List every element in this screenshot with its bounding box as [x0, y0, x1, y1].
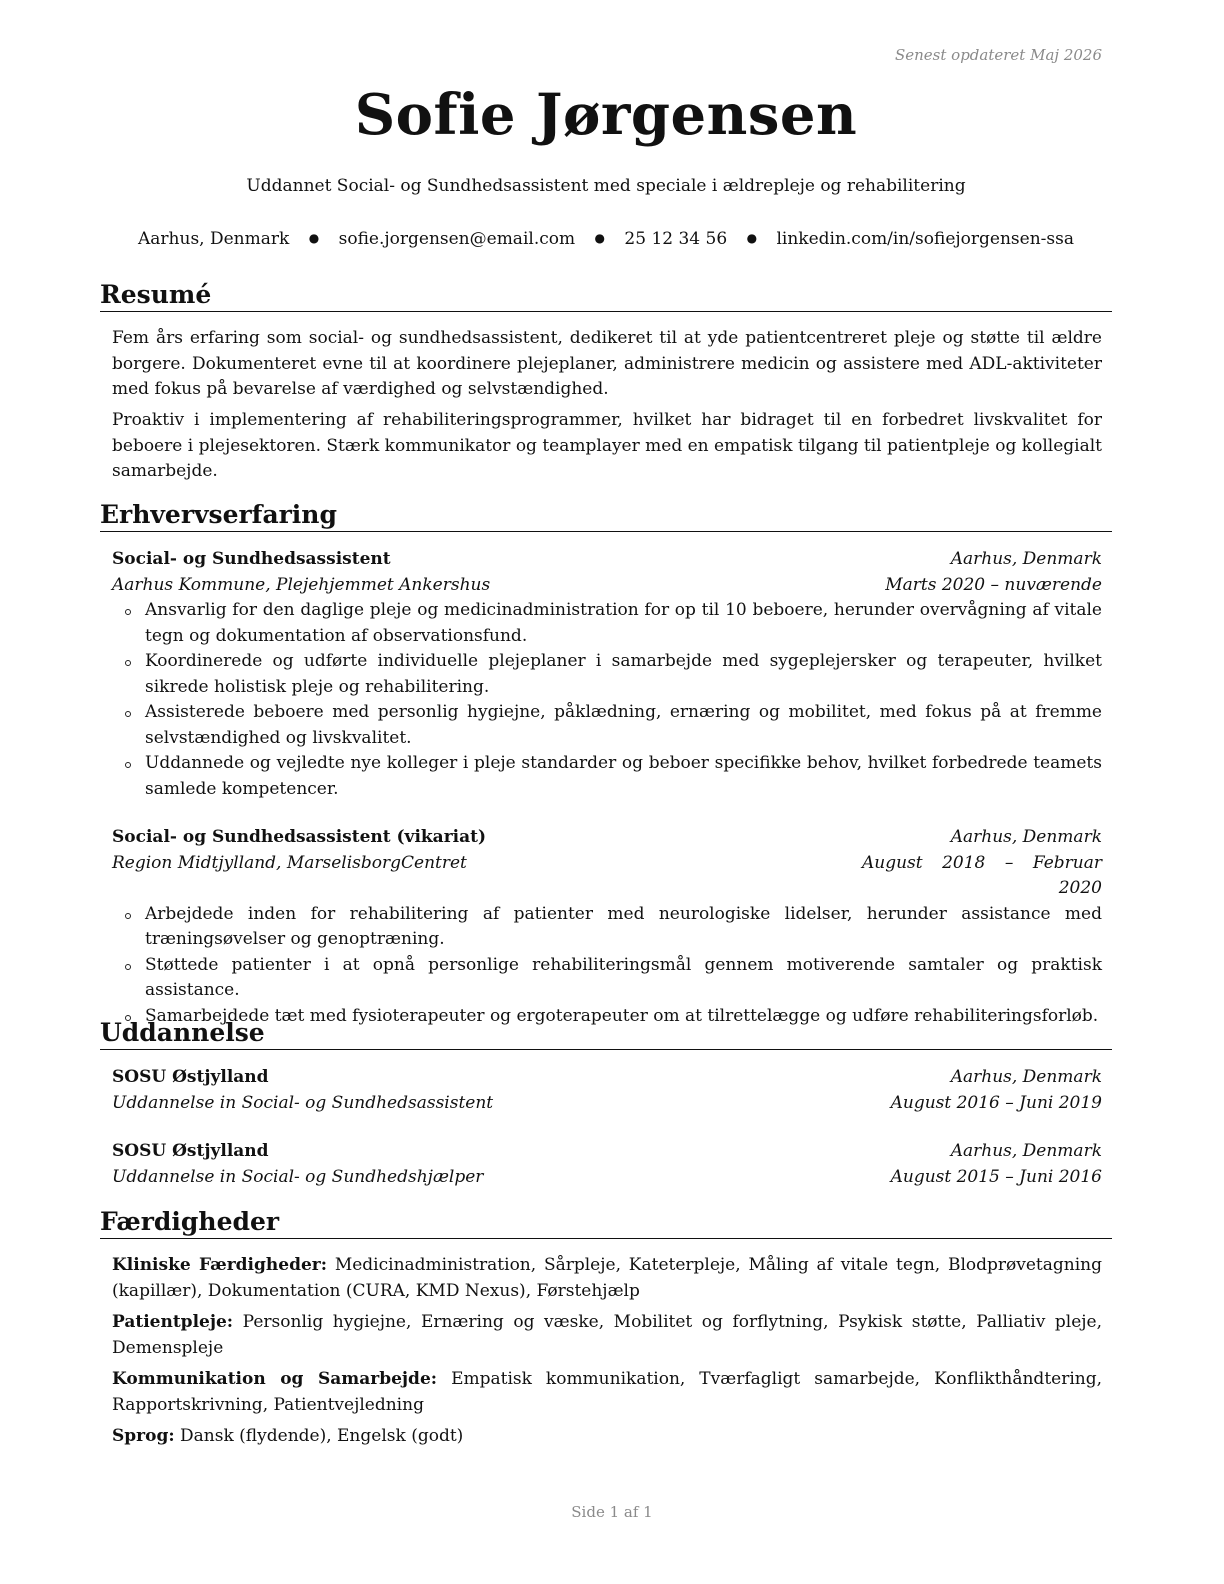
- contact-location: Aarhus, Denmark: [138, 229, 290, 249]
- experience-entry: [112, 825, 1102, 1029]
- job-bullets: [112, 902, 1102, 1030]
- job-organization: Aarhus Kommune, Plejehjemmet Ankershus: [112, 574, 491, 595]
- bullet-item: Arbejdede inden for rehabilitering af patienter med neurologiske lidelser, herunder assistance med træningsøvelser og genoptræning.: [112, 902, 1102, 953]
- school-name: SOSU Østjylland: [112, 1141, 269, 1161]
- education-dates: August 2016 – Juni 2019: [890, 1092, 1102, 1113]
- contact-linkedin[interactable]: linkedin.com/in/sofiejorgensen-ssa: [776, 229, 1074, 249]
- contact-line: [100, 229, 1112, 249]
- page-footer: Side 1 af 1: [571, 1503, 653, 1521]
- school-location: Aarhus, Denmark: [950, 1141, 1102, 1161]
- bullet-item: Koordinerede og udførte individuelle plejeplaner i samarbejde med sygeplejersker og terapeuter, hvilket sikrede holistisk pleje og rehabilitering.: [112, 649, 1102, 700]
- separator-bullet: ●: [308, 231, 320, 245]
- bullet-item: Ansvarlig for den daglige pleje og medicinadministration for op til 10 beboere, herunder overvågning af vitale tegn og dokumentation af observationsfund.: [112, 598, 1102, 649]
- education-dates: August 2015 – Juni 2016: [890, 1166, 1102, 1187]
- last-updated: Senest opdateret Maj 2026: [894, 46, 1102, 64]
- section-title-experience: Erhvervserfaring: [100, 500, 1112, 532]
- job-bullets: [112, 598, 1102, 802]
- degree: Uddannelse in Social- og Sundhedsassistent: [112, 1092, 494, 1113]
- job-location: Aarhus, Denmark: [950, 549, 1102, 569]
- skill-text: Empatisk kommunikation, Tværfagligt samarbejde, Konflikthåndtering, Rapportskrivning, Patientvejledning: [112, 1369, 1103, 1415]
- skill-label: Patientpleje:: [112, 1312, 234, 1332]
- contact-phone[interactable]: 25 12 34 56: [624, 229, 728, 249]
- contact-email[interactable]: sofie.jorgensen@email.com: [338, 229, 576, 249]
- tagline: Uddannet Social- og Sundhedsassistent med speciale i ældrepleje og rehabilitering: [246, 176, 966, 196]
- experience-entry: [112, 547, 1102, 802]
- candidate-name: Sofie Jørgensen: [354, 82, 858, 148]
- education-entry: [112, 1065, 1102, 1116]
- skill-group: [112, 1310, 1102, 1361]
- summary-paragraph-1: Fem års erfaring som social- og sundhedsassistent, dedikeret til at yde patientcentreret pleje og støtte til ældre borgere. Dokumenteret evne til at koordinere plejeplaner, administrere medicin og assistere med ADL-aktiviteter med fokus på bevarelse af værdighed og selvstændighed.: [112, 328, 1102, 399]
- job-location: Aarhus, Denmark: [950, 827, 1102, 847]
- job-title: Social- og Sundhedsassistent: [112, 549, 391, 569]
- education-entry: [112, 1139, 1102, 1190]
- skill-label: Kommunikation og Samarbejde:: [112, 1369, 438, 1389]
- skill-label: Sprog:: [112, 1426, 175, 1446]
- separator-bullet: ●: [594, 231, 605, 245]
- skill-group: [112, 1424, 1102, 1450]
- degree: Uddannelse in Social- og Sundhedshjælper: [112, 1166, 484, 1187]
- bullet-item: Assisterede beboere med personlig hygiejne, påklædning, ernæring og mobilitet, med fokus på at fremme selvstændighed og livskvalitet.: [112, 700, 1102, 751]
- job-dates: Marts 2020 – nuværende: [885, 574, 1102, 595]
- resume-page: [100, 0, 1112, 1584]
- job-title: Social- og Sundhedsassistent (vikariat): [112, 827, 487, 847]
- school-location: Aarhus, Denmark: [950, 1067, 1102, 1087]
- school-name: SOSU Østjylland: [112, 1067, 269, 1087]
- skill-group: [112, 1253, 1102, 1304]
- skill-text: Medicinadministration, Sårpleje, Kateterpleje, Måling af vitale tegn, Blodprøvetagning (kapillær), Dokumentation (CURA, KMD Nexus), Førstehjælp: [112, 1255, 1103, 1301]
- skill-text: Dansk (flydende), Engelsk (godt): [180, 1426, 464, 1446]
- bullet-item: Støttede patienter i at opnå personlige rehabiliteringsmål gennem motiverende samtaler og praktisk assistance.: [112, 953, 1102, 1004]
- bullet-item: Uddannede og vejledte nye kolleger i pleje standarder og beboer specifikke behov, hvilket forbedrede teamets samlede kompetencer.: [112, 751, 1102, 802]
- job-dates: August 2018 – Februar 2020: [862, 852, 1102, 898]
- section-title-skills: Færdigheder: [100, 1207, 1112, 1239]
- skill-text: Personlig hygiejne, Ernæring og væske, Mobilitet og forflytning, Psykisk støtte, Palliativ pleje, Demenspleje: [112, 1312, 1103, 1358]
- section-title-education: Uddannelse: [100, 1018, 1112, 1050]
- bullet-item: Samarbejdede tæt med fysioterapeuter og ergoterapeuter om at tilrettelægge og udføre rehabiliteringsforløb.: [112, 1004, 1102, 1030]
- skill-group: [112, 1367, 1102, 1418]
- section-title-summary: Resumé: [100, 280, 1112, 312]
- skill-label: Kliniske Færdigheder:: [112, 1255, 328, 1275]
- job-organization: Region Midtjylland, MarselisborgCentret: [112, 852, 467, 873]
- separator-bullet: ●: [746, 231, 758, 245]
- summary-paragraph-2: Proaktiv i implementering af rehabiliteringsprogrammer, hvilket har bidraget til en forbedret livskvalitet for beboere i plejesektoren. Stærk kommunikator og teamplayer med en empatisk tilgang til patientpleje og kollegialt samarbejde.: [112, 410, 1102, 481]
